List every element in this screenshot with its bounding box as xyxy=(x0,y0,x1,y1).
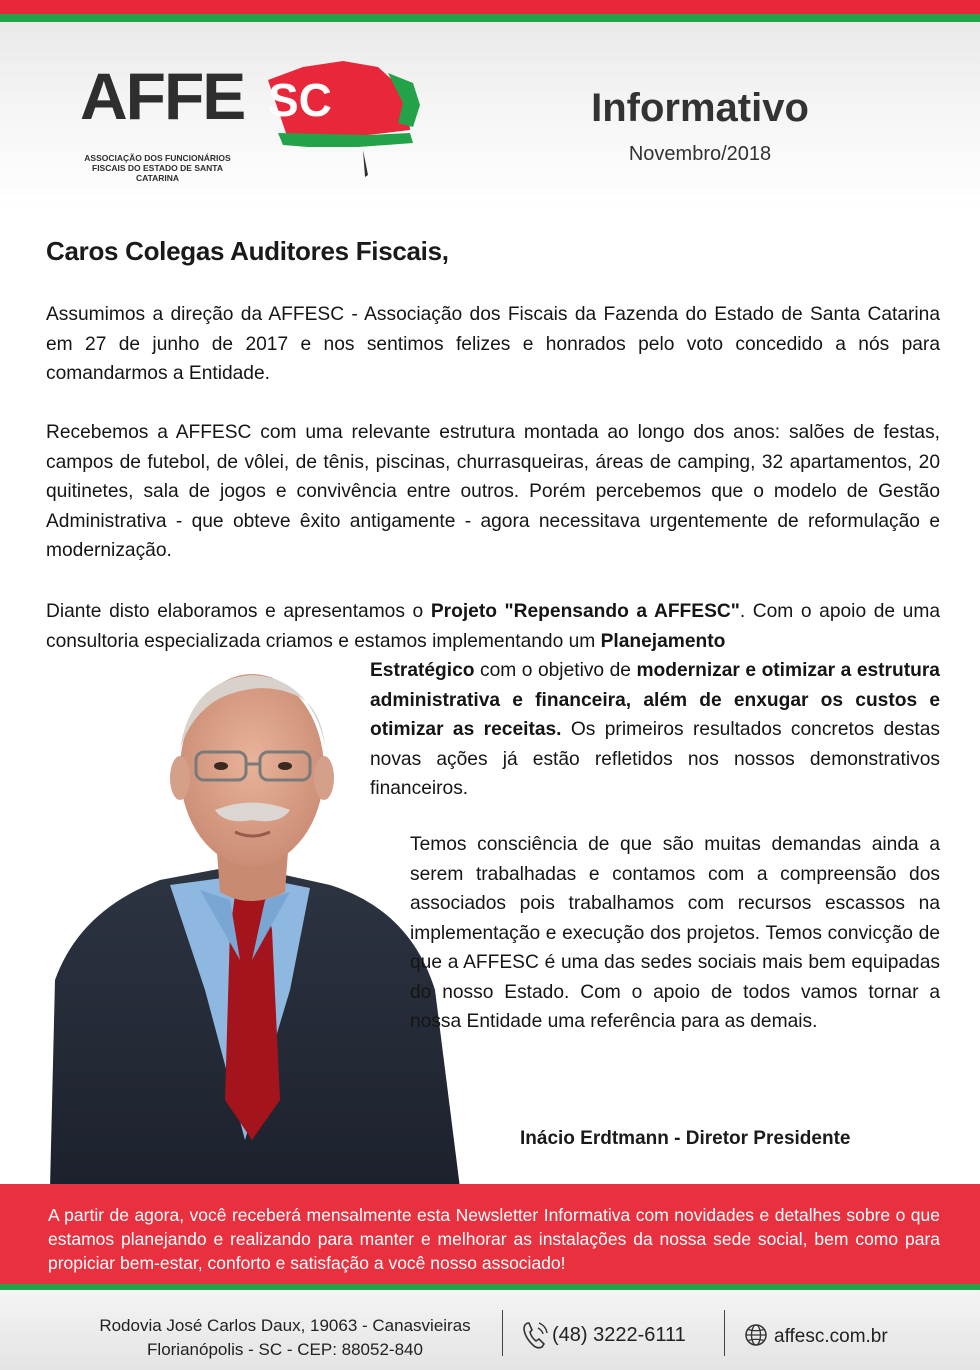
p3-project-name: Projeto "Repensando a AFFESC" xyxy=(430,601,740,622)
p3-text-a: Diante disto elaboramos e apresentamos o xyxy=(46,601,431,622)
p3-goal: modernizar e otimizar a estrutura administrativa e financeira, além de enxugar os custos e otimizar as receitas. xyxy=(370,660,940,740)
logo-text: AFFE xyxy=(80,59,245,133)
logo-sc-text: SC xyxy=(268,74,332,126)
address-line-1: Rodovia José Carlos Daux, 19063 - Canasvieiras xyxy=(99,1316,471,1335)
p3-text-c: . Com o apoio de uma consultoria especializada criamos e estamos implementando um xyxy=(46,601,941,652)
logo-subtitle: ASSOCIAÇÃO DOS FUNCIONÁRIOS FISCAIS DO ESTADO DE SANTA CATARINA xyxy=(84,153,231,183)
affesc-logo xyxy=(80,55,425,190)
p3-estrategico: Estratégico xyxy=(370,660,475,681)
greeting-heading: Caros Colegas Auditores Fiscais, xyxy=(46,236,449,266)
issue-date: Novembro/2018 xyxy=(628,143,772,165)
paragraph-4: Temos consciência de que são muitas demandas ainda a serem trabalhadas e contamos com a compreensão dos associados pois trabalhamos com recursos escassos na implementação e execução dos projetos. Temos convicção de que a AFFESC é uma das sedes sociais mais bem equipadas do nosso Estado. Com o apoio de todos vamos tornar a nossa Entidade uma referência para as demais. xyxy=(410,834,940,1032)
phone-icon xyxy=(522,1320,548,1355)
top-red-stripe xyxy=(0,0,980,14)
paragraph-1: Assumimos a direção da AFFESC - Associação dos Fiscais da Fazenda do Estado de Santa Catarina em 27 de junho de 2017 e nos sentimos felizes e honrados pelo voto concedido a nós para comandarmos a Entidade. xyxy=(46,304,940,384)
p3-text-h: Os primeiros resultados concretos destas novas ações já estão refletidos nos nossos demonstrativos financeiros. xyxy=(370,719,940,799)
paragraph-3-top xyxy=(46,597,940,656)
footer-separator xyxy=(724,1310,725,1356)
address xyxy=(80,1314,490,1362)
signature: Inácio Erdtmann - Diretor Presidente xyxy=(520,1128,851,1149)
p3-text-f: com o objetivo de xyxy=(474,660,637,681)
footer-separator xyxy=(502,1310,503,1356)
top-green-stripe xyxy=(0,14,980,22)
paragraph-3-wrap xyxy=(370,656,940,804)
address-line-2: Florianópolis - SC - CEP: 88052-840 xyxy=(147,1340,423,1359)
website-link[interactable]: affesc.com.br xyxy=(774,1326,888,1347)
phone-number[interactable]: (48) 3222-6111 xyxy=(552,1324,686,1346)
page-title: Informativo xyxy=(591,86,809,130)
globe-icon xyxy=(744,1323,768,1352)
paragraph-2: Recebemos a AFFESC com uma relevante estrutura montada ao longo dos anos: salões de festas, campos de futebol, de vôlei, de tênis, piscinas, churrasqueiras, áreas de camping, 32 apartamentos, 20 quitinetes, sala de jogos e convivência entre outros. Porém percebemos que o modelo de Gestão Administrativa - que obteve êxito antigamente - agora necessitava urgentemente de reformulação e modernização. xyxy=(46,422,940,561)
p3-planejamento: Planejamento xyxy=(600,630,726,652)
newsletter-banner-text: A partir de agora, você receberá mensalmente esta Newsletter Informativa com novidades e detalhes sobre o que estamos planejando e realizando para manter e melhorar as instalações da nossa sede social, bem como para propiciar bem-estar, conforto e satisfação a você nosso associado! xyxy=(48,1205,940,1273)
